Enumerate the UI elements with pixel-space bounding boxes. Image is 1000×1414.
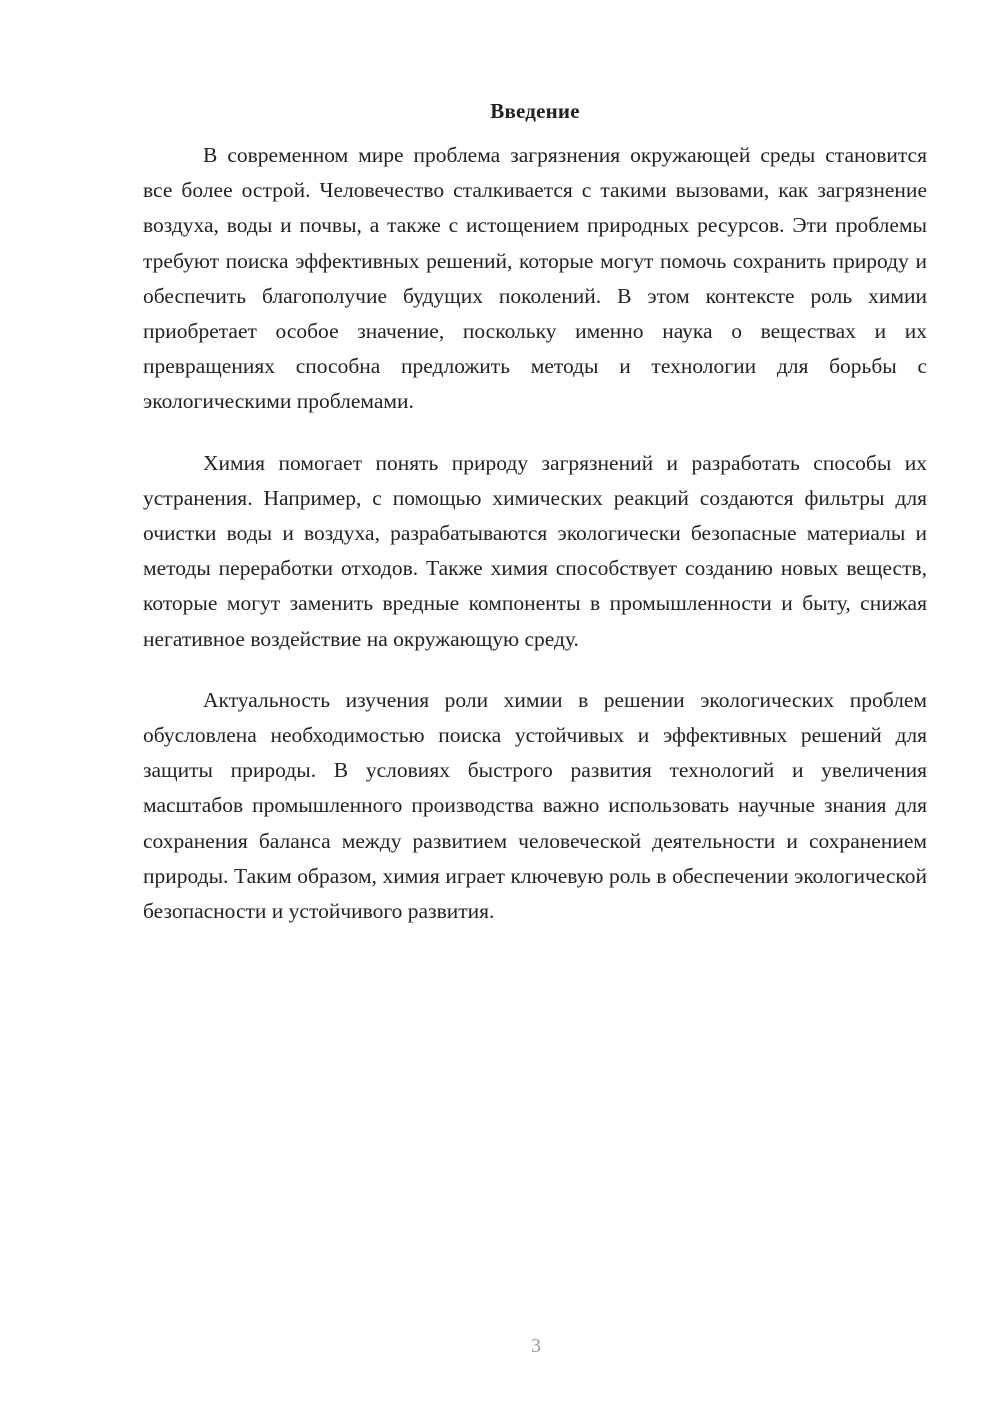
page-content xyxy=(143,96,927,955)
section-title: Введение xyxy=(490,99,580,123)
paragraph-1: В современном мире проблема загрязнения окружающей среды становится все более острой. Человечество сталкивается с такими вызовами, как загрязнение воздуха, воды и почвы, а также с истощением природных ресурсов. Эти проблемы требуют поиска эффективных решений, которые могут помочь сохранить природу и обеспечить благополучие будущих поколений. В этом контексте роль химии приобретает особое значение, поскольку именно наука о веществах и их превращениях способна предложить методы и технологии для борьбы с экологическими проблемами. xyxy=(143,143,927,414)
paragraph-2: Химия помогает понять природу загрязнений и разработать способы их устранения. Например, с помощью химических реакций создаются фильтры для очистки воды и воздуха, разрабатываются экологически безопасные материалы и методы переработки отходов. Также химия способствует созданию новых веществ, которые могут заменить вредные компоненты в промышленности и быту, снижая негативное воздействие на окружающую среду. xyxy=(143,450,927,651)
page-number: 3 xyxy=(531,1335,541,1357)
paragraph-3: Актуальность изучения роли химии в решении экологических проблем обусловлена необходимостью поиска устойчивых и эффективных решений для защиты природы. В условиях быстрого развития технологий и увеличения масштабов промышленного производства важно использовать научные знания для сохранения баланса между развитием человеческой деятельности и сохранением природы. Таким образом, химия играет ключевую роль в обеспечении экологической безопасности и устойчивого развития. xyxy=(143,687,927,924)
